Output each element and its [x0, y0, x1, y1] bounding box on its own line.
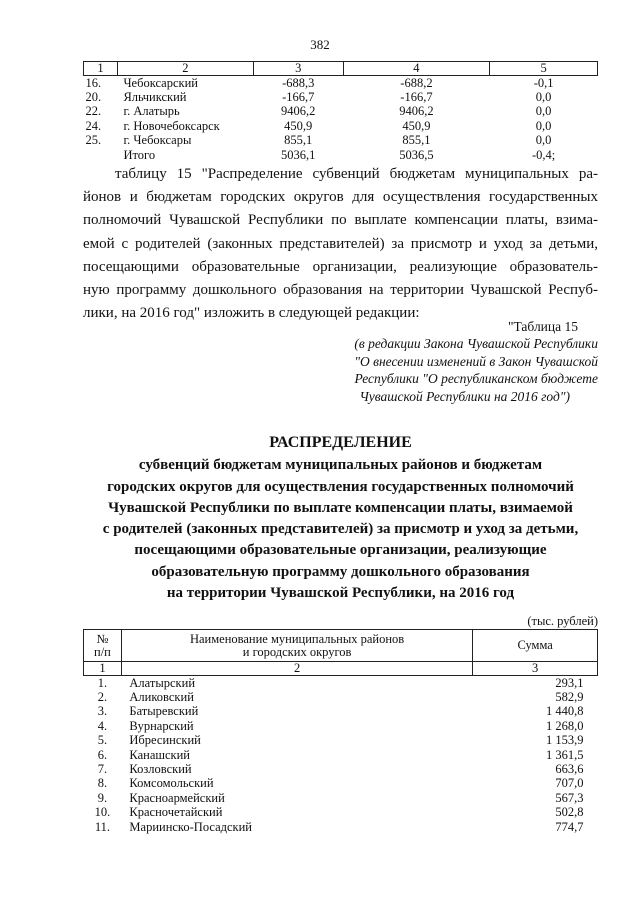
table-cell: 0,0: [535, 118, 552, 133]
table-cell: 450,9: [284, 118, 313, 133]
table-cell: Красночетайский: [129, 805, 223, 820]
paragraph-line: йонов и бюджетам городских округов для осуществления государственных: [83, 189, 598, 206]
table-row: [84, 148, 598, 162]
column-number: 2: [121, 662, 472, 676]
table-row: [84, 805, 598, 819]
table-cell: Мариинско-Посадский: [129, 819, 252, 834]
table-cell: 707,0: [555, 776, 584, 791]
table-row: [84, 690, 598, 704]
table-cell: -0,4;: [531, 147, 556, 162]
paragraph-line: полномочий Чувашской Республики по выплате компенсации платы, взима-: [83, 212, 598, 229]
table-cell: 582,9: [555, 689, 584, 704]
table-row: [84, 719, 598, 733]
column-number: 2: [117, 62, 253, 76]
table-row: [84, 820, 598, 834]
table-cell: 293,1: [555, 675, 584, 690]
table-cell: Ибресинский: [129, 733, 201, 748]
table-cell: 7.: [97, 761, 108, 776]
table-cell: Чебоксарский: [123, 75, 198, 90]
paragraph-line: посещающими образовательные организации, реализующие образователь-: [83, 258, 598, 275]
table-note: [300, 318, 598, 405]
table-cell: Канашский: [129, 747, 190, 762]
table-cell: 567,3: [555, 790, 584, 805]
page-number: 382: [310, 37, 330, 52]
table-cell: 24.: [85, 118, 102, 133]
title-line: субвенций бюджетам муниципальных районов и бюджетам: [138, 457, 543, 474]
section-title: [83, 432, 598, 604]
table-cell: 502,8: [555, 805, 584, 820]
table-row: [84, 675, 598, 690]
table-row: [84, 791, 598, 805]
table-row: [84, 133, 598, 147]
table-cell: Комсомольский: [129, 776, 214, 791]
table-cell: 25.: [85, 133, 102, 148]
column-number: 3: [253, 62, 343, 76]
table-cell: 5036,1: [281, 147, 316, 162]
table-cell: 9406,2: [281, 104, 316, 119]
table-cell: 0,0: [535, 89, 552, 104]
table-row: [84, 776, 598, 790]
paragraph-line: емой с родителей (законных представителей) за присмотр и уход за детьми,: [83, 235, 598, 252]
table-cell: 0,0: [535, 104, 552, 119]
column-number: 1: [84, 62, 118, 76]
table-cell: 10.: [94, 805, 111, 820]
table-cell: 20.: [85, 89, 102, 104]
table-row: [84, 119, 598, 133]
header-name: Наименование муниципальных районов: [189, 632, 405, 646]
table-cell: 1.: [97, 675, 108, 690]
column-number: 3: [473, 662, 598, 676]
table-row: [84, 704, 598, 718]
table-cell: -688,3: [282, 75, 315, 90]
table-row: [84, 733, 598, 747]
title-line: на территории Чувашской Республики, на 2016 год: [166, 585, 515, 602]
table-cell: [84, 148, 118, 162]
column-number: 4: [343, 62, 490, 76]
table-cell: -0,1: [533, 75, 554, 90]
table-cell: 1 268,0: [546, 718, 584, 733]
table-cell: 1 440,8: [546, 704, 584, 719]
table-cell: 0,0: [535, 133, 552, 148]
title-heading: РАСПРЕДЕЛЕНИЕ: [269, 434, 412, 451]
table-cell: 3.: [97, 704, 108, 719]
table-cell: г. Новочебоксарск: [123, 118, 220, 133]
table-cell: -688,2: [400, 75, 433, 90]
distribution-table: [83, 629, 598, 834]
table-cell: 1 153,9: [546, 733, 584, 748]
table-cell: 9.: [97, 790, 108, 805]
table-cell: 16.: [85, 75, 102, 90]
table-cell: 2.: [97, 689, 108, 704]
table-cell: Батыревский: [129, 704, 199, 719]
table-cell: 5036,5: [399, 147, 434, 162]
table-row: [84, 762, 598, 776]
table-row: [84, 90, 598, 104]
column-number-row: [84, 662, 598, 676]
table-cell: 774,7: [555, 819, 584, 834]
table-header-row: [84, 62, 598, 76]
table-cell: Итого: [123, 147, 156, 162]
table-cell: 663,6: [555, 761, 584, 776]
table-cell: г. Алатырь: [123, 104, 180, 119]
table-cell: Яльчикский: [123, 89, 187, 104]
note-line: "О внесении изменений в Закон Чувашской: [354, 353, 598, 369]
title-line: городских округов для осуществления государственных полномочий: [107, 478, 574, 495]
title-line: образовательную программу дошкольного образования: [151, 563, 530, 580]
title-line: с родителей (законных представителей) за присмотр и уход за детьми,: [102, 521, 579, 538]
table-header-row: [84, 630, 598, 662]
amendment-paragraph: [83, 163, 598, 325]
table-label: "Таблица 15: [508, 319, 578, 334]
table-row: [84, 75, 598, 90]
table-cell: Алатырский: [129, 675, 196, 690]
table-cell: 11.: [94, 819, 111, 834]
paragraph-line: таблицу 15 "Распределение субвенций бюджетам муниципальных ра-: [115, 166, 598, 182]
header-num: п/п: [94, 644, 111, 659]
changes-table: [83, 61, 598, 162]
table-cell: 450,9: [402, 118, 431, 133]
paragraph-line: ную программу дошкольного образования на территории Чувашской Респуб-: [83, 282, 598, 299]
table-cell: Красноармейский: [129, 790, 225, 805]
paragraph-line: лики, на 2016 год" изложить в следующей редакции:: [83, 305, 420, 322]
table-cell: Вурнарский: [129, 718, 194, 733]
units-label: (тыс. рублей): [527, 614, 598, 628]
table-cell: 1 361,5: [546, 747, 584, 762]
column-number: 1: [84, 662, 122, 676]
column-number: 5: [490, 62, 598, 76]
table-cell: 9406,2: [399, 104, 434, 119]
table-cell: Аликовский: [129, 689, 194, 704]
table-cell: 855,1: [284, 133, 313, 148]
note-line: Республики "О республиканском бюджете: [354, 371, 598, 387]
title-line: Чувашской Республики по выплате компенсации платы, взимаемой: [108, 499, 573, 516]
note-line: (в редакции Закона Чувашской Республики: [354, 336, 598, 352]
header-name: и городских округов: [242, 644, 352, 659]
table-cell: г. Чебоксары: [123, 133, 192, 148]
table-cell: Козловский: [129, 761, 192, 776]
title-line: посещающими образовательные организации, реализующие: [134, 542, 547, 559]
header-sum: Сумма: [473, 630, 598, 662]
table-cell: -166,7: [400, 89, 433, 104]
table-row: [84, 748, 598, 762]
table-cell: 5.: [97, 733, 108, 748]
header-num: №: [96, 632, 109, 646]
table-cell: 8.: [97, 776, 108, 791]
table-cell: 855,1: [402, 133, 431, 148]
table-cell: 4.: [97, 718, 108, 733]
table-row: [84, 104, 598, 118]
note-line: Чувашской Республики на 2016 год"): [359, 388, 570, 404]
table-cell: 6.: [97, 747, 108, 762]
table-cell: 22.: [85, 104, 102, 119]
table-cell: -166,7: [282, 89, 315, 104]
